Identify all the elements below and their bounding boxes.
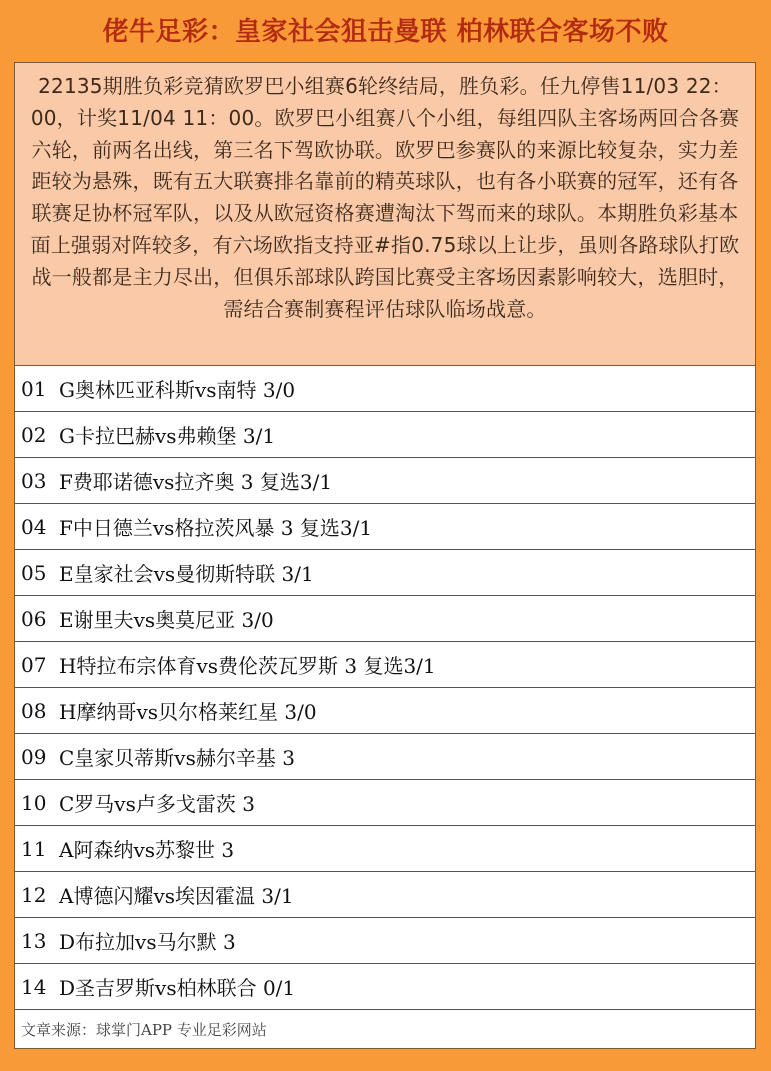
match-number: 09	[21, 744, 47, 769]
match-row	[15, 688, 755, 734]
match-number: 07	[21, 652, 47, 677]
match-row	[15, 964, 755, 1010]
match-number: 03	[21, 468, 47, 493]
match-number: 05	[21, 560, 47, 585]
match-text: D布拉加vs马尔默 3	[59, 930, 236, 954]
match-number: 01	[21, 376, 47, 401]
match-text: C罗马vs卢多戈雷茨 3	[59, 792, 255, 816]
match-number: 13	[21, 928, 47, 953]
article-card	[14, 62, 756, 1049]
match-text: A博德闪耀vs埃因霍温 3/1	[59, 884, 294, 908]
match-number: 08	[21, 698, 47, 723]
match-row	[15, 734, 755, 780]
match-row	[15, 458, 755, 504]
match-row	[15, 918, 755, 964]
match-text: G奥林匹亚科斯vs南特 3/0	[59, 378, 296, 402]
match-row	[15, 412, 755, 458]
match-text: H摩纳哥vs贝尔格莱红星 3/0	[59, 700, 317, 724]
match-text: F中日德兰vs格拉茨风暴 3 复选3/1	[59, 516, 373, 540]
match-number: 12	[21, 882, 47, 907]
match-text: G卡拉巴赫vs弗赖堡 3/1	[59, 424, 276, 448]
match-row	[15, 504, 755, 550]
match-number: 14	[21, 974, 47, 999]
match-text: E谢里夫vs奥莫尼亚 3/0	[59, 608, 274, 632]
match-number: 04	[21, 514, 47, 539]
source-footer: 文章来源：球掌门APP 专业足彩网站	[21, 1020, 267, 1039]
match-row	[15, 596, 755, 642]
match-text: F费耶诺德vs拉齐奥 3 复选3/1	[59, 470, 333, 494]
match-text: H特拉布宗体育vs费伦茨瓦罗斯 3 复选3/1	[59, 654, 436, 678]
match-row	[15, 780, 755, 826]
match-text: E皇家社会vs曼彻斯特联 3/1	[59, 562, 314, 586]
match-row	[15, 550, 755, 596]
match-text: A阿森纳vs苏黎世 3	[59, 838, 235, 862]
match-row	[15, 642, 755, 688]
match-number: 06	[21, 606, 47, 631]
match-row	[15, 826, 755, 872]
match-text: C皇家贝蒂斯vs赫尔辛基 3	[59, 746, 295, 770]
match-text: D圣吉罗斯vs柏林联合 0/1	[59, 976, 296, 1000]
match-number: 11	[21, 836, 47, 861]
page-title: 佬牛足彩：皇家社会狙击曼联 柏林联合客场不败	[102, 17, 669, 47]
match-number: 02	[21, 422, 47, 447]
match-number: 10	[21, 790, 47, 815]
match-row	[15, 872, 755, 918]
match-row	[15, 366, 755, 412]
intro-paragraph: 22135期胜负彩竞猜欧罗巴小组赛6轮终结局，胜负彩。任九停售11/03 22：00，计奖11/04 11：00。欧罗巴小组赛八个小组，每组四队主客场两回合各赛六轮，前两名出线，第三名下驾欧协联。欧罗巴参赛队的来源比较复杂，实力差距较为悬殊，既有五大联赛排名靠前的精英球队，也有各小联赛的冠军，还有各联赛足协杯冠军队，以及从欧冠资格赛遭淘汰下驾而来的球队。本期胜负彩基本面上强弱对阵较多，有六场欧指支持亚#指0.75球以上让步，虽则各路球队打欧战一般都是主力尽出，但俱乐部球队跨国比赛受主客场因素影响较大，选胆时，需结合赛制赛程评估球队临场战意。	[15, 63, 755, 366]
